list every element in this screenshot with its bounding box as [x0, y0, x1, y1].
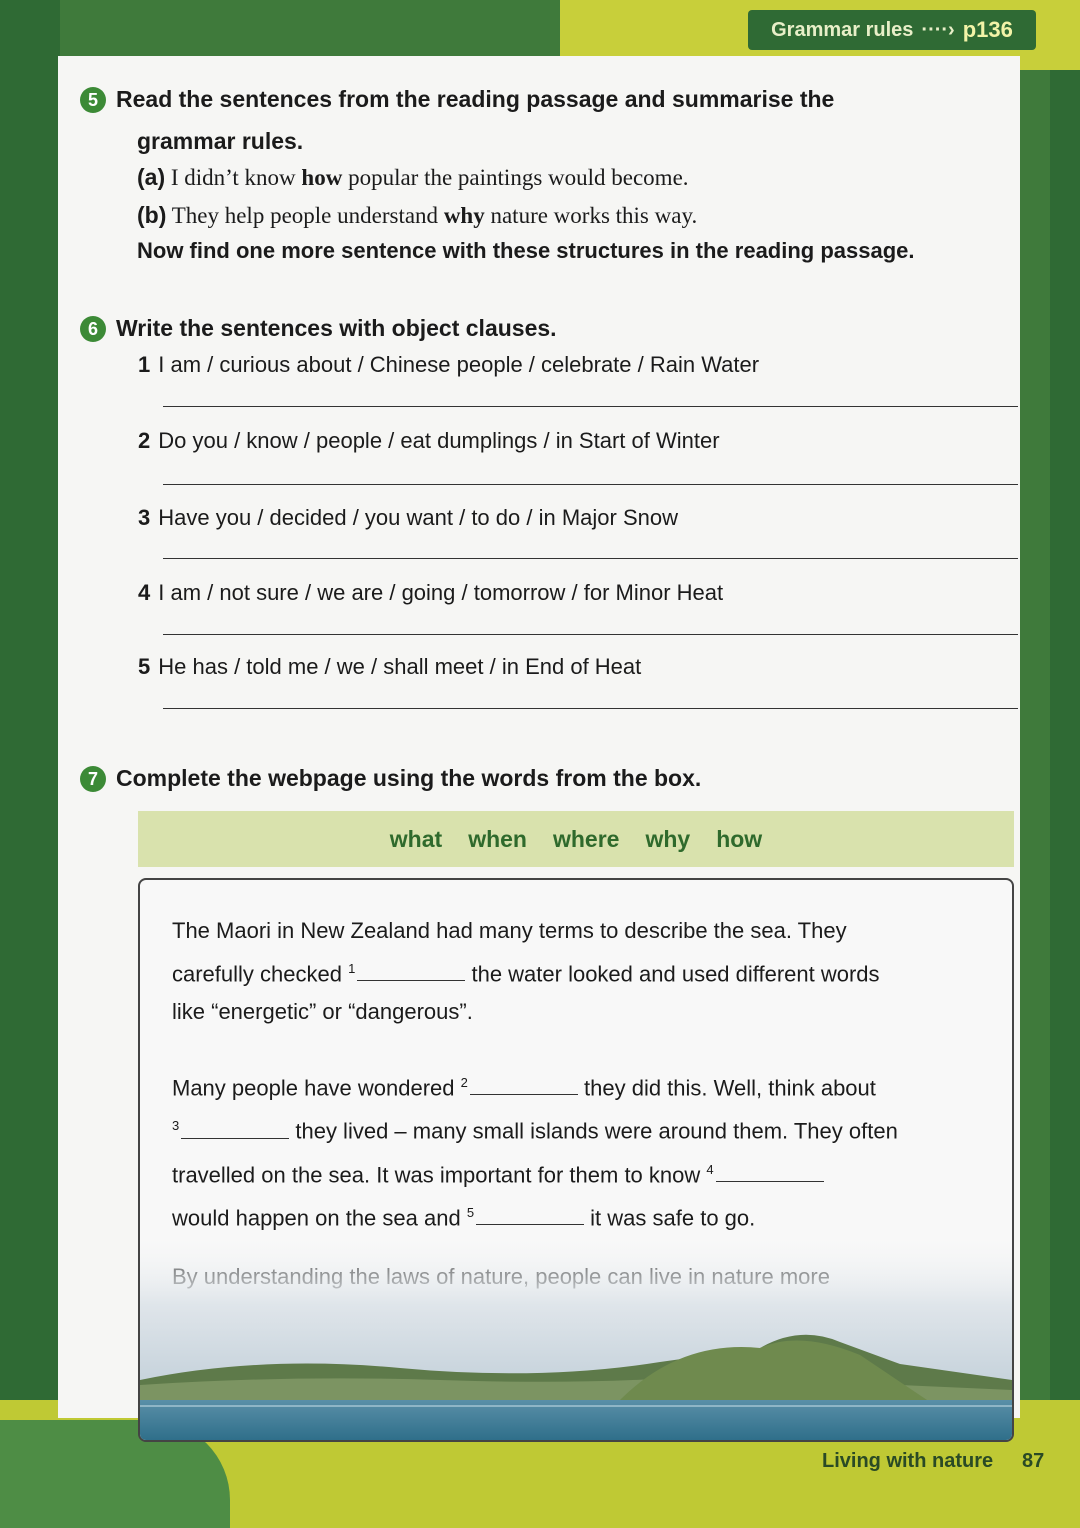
background-left-strip — [0, 0, 60, 1528]
sentence-a-keyword: how — [301, 165, 343, 190]
item-number: 5 — [138, 654, 151, 679]
text-span: carefully checked — [172, 961, 342, 987]
exercise-6-item-5 — [138, 654, 641, 680]
word-why: why — [645, 825, 691, 852]
item-prompt: He has / told me / we / shall meet / in End of Heat — [158, 654, 642, 679]
item-number: 4 — [138, 580, 151, 605]
text-span: travelled on the sea. It was important for them to know — [172, 1161, 701, 1187]
coastline-photo — [140, 1230, 1012, 1440]
sentence-b-post: nature works this way. — [490, 203, 698, 228]
sentence-a-pre: I didn’t know — [170, 165, 296, 190]
blank-number: 5 — [466, 1204, 475, 1220]
grammar-rules-tab[interactable] — [748, 10, 1036, 50]
text-span: Many people have wondered — [172, 1075, 455, 1101]
blank-number: 4 — [706, 1161, 714, 1177]
exercise-6-item-1 — [138, 352, 759, 378]
page-number: 87 — [1022, 1450, 1045, 1472]
exercise-6-instruction — [80, 315, 1000, 342]
text-span: they lived – many small islands were around them. They often — [295, 1118, 898, 1144]
sentence-b-keyword: why — [443, 203, 485, 228]
text-span: they did this. Well, think about — [584, 1075, 876, 1101]
blank-number: 3 — [172, 1118, 180, 1134]
exercise-5-instruction-line2: grammar rules. — [137, 128, 304, 154]
webpage-paragraph-2 — [172, 1064, 1002, 1237]
text-span: The Maori in New Zealand had many terms to describe the sea. They — [172, 918, 847, 943]
blank-number: 2 — [460, 1075, 468, 1090]
text-span: it was safe to go. — [590, 1205, 756, 1231]
blank-1[interactable] — [357, 960, 465, 981]
webpage-panel — [138, 878, 1014, 1442]
word-how: how — [716, 825, 763, 852]
sentence-b-label: (b) — [137, 202, 167, 228]
exercise-7-instruction — [80, 765, 1000, 792]
exercise-6-item-3 — [138, 505, 678, 531]
arrow-icon: ····› — [921, 18, 955, 41]
answer-line-3[interactable] — [163, 558, 1018, 559]
exercise-5-followup: Now find one more sentence with these structures in the reading passage. — [137, 238, 915, 263]
blank-2[interactable] — [470, 1074, 578, 1095]
blank-3[interactable] — [181, 1118, 289, 1139]
item-prompt: I am / curious about / Chinese people / celebrate / Rain Water — [158, 352, 760, 377]
exercise-6-item-4 — [138, 580, 723, 606]
unit-title: Living with nature — [822, 1450, 994, 1472]
blank-4[interactable] — [716, 1161, 824, 1182]
answer-line-1[interactable] — [163, 406, 1018, 407]
text-span: like “energetic” or “dangerous”. — [172, 999, 473, 1025]
webpage-paragraph-1 — [172, 912, 1002, 1031]
exercise-5-sentence-b — [137, 202, 697, 229]
item-prompt: Have you / decided / you want / to do / in Major Snow — [158, 505, 678, 530]
grammar-page-ref: p136 — [962, 17, 1013, 42]
exercise-5-instruction-line1: Read the sentences from the reading passage and summarise the — [116, 86, 835, 112]
item-prompt: I am / not sure / we are / going / tomorrow / for Minor Heat — [158, 580, 724, 605]
answer-line-5[interactable] — [163, 708, 1018, 709]
item-number: 2 — [138, 428, 151, 453]
word-when: when — [468, 825, 527, 852]
sentence-a-label: (a) — [137, 164, 166, 190]
blank-5[interactable] — [476, 1204, 584, 1225]
exercise-5-number-badge: 5 — [80, 87, 106, 113]
blank-number: 1 — [348, 961, 356, 976]
text-span: would happen on the sea and — [172, 1205, 461, 1231]
word-what: what — [389, 825, 443, 852]
grammar-rules-label: Grammar rules — [771, 18, 914, 41]
text-span: the water looked and used different words — [471, 961, 880, 987]
background-right-strip — [1050, 0, 1080, 1528]
exercise-6-number-badge: 6 — [80, 316, 106, 342]
item-number: 1 — [138, 352, 151, 377]
sentence-a-post: popular the paintings would become. — [348, 165, 689, 190]
exercise-7-instruction-text: Complete the webpage using the words from the box. — [116, 765, 702, 791]
word-box — [138, 811, 1014, 867]
item-prompt: Do you / know / people / eat dumplings / in Start of Winter — [158, 428, 720, 453]
exercise-7-number-badge: 7 — [80, 766, 106, 792]
answer-line-2[interactable] — [163, 484, 1018, 485]
item-number: 3 — [138, 505, 151, 530]
answer-line-4[interactable] — [163, 634, 1018, 635]
exercise-6-instruction-text: Write the sentences with object clauses. — [116, 315, 557, 341]
exercise-5-instruction — [80, 86, 1000, 113]
exercise-5-sentence-a — [137, 164, 689, 191]
sentence-b-pre: They help people understand — [171, 203, 439, 228]
word-where: where — [552, 825, 620, 852]
exercise-6-item-2 — [138, 428, 720, 454]
